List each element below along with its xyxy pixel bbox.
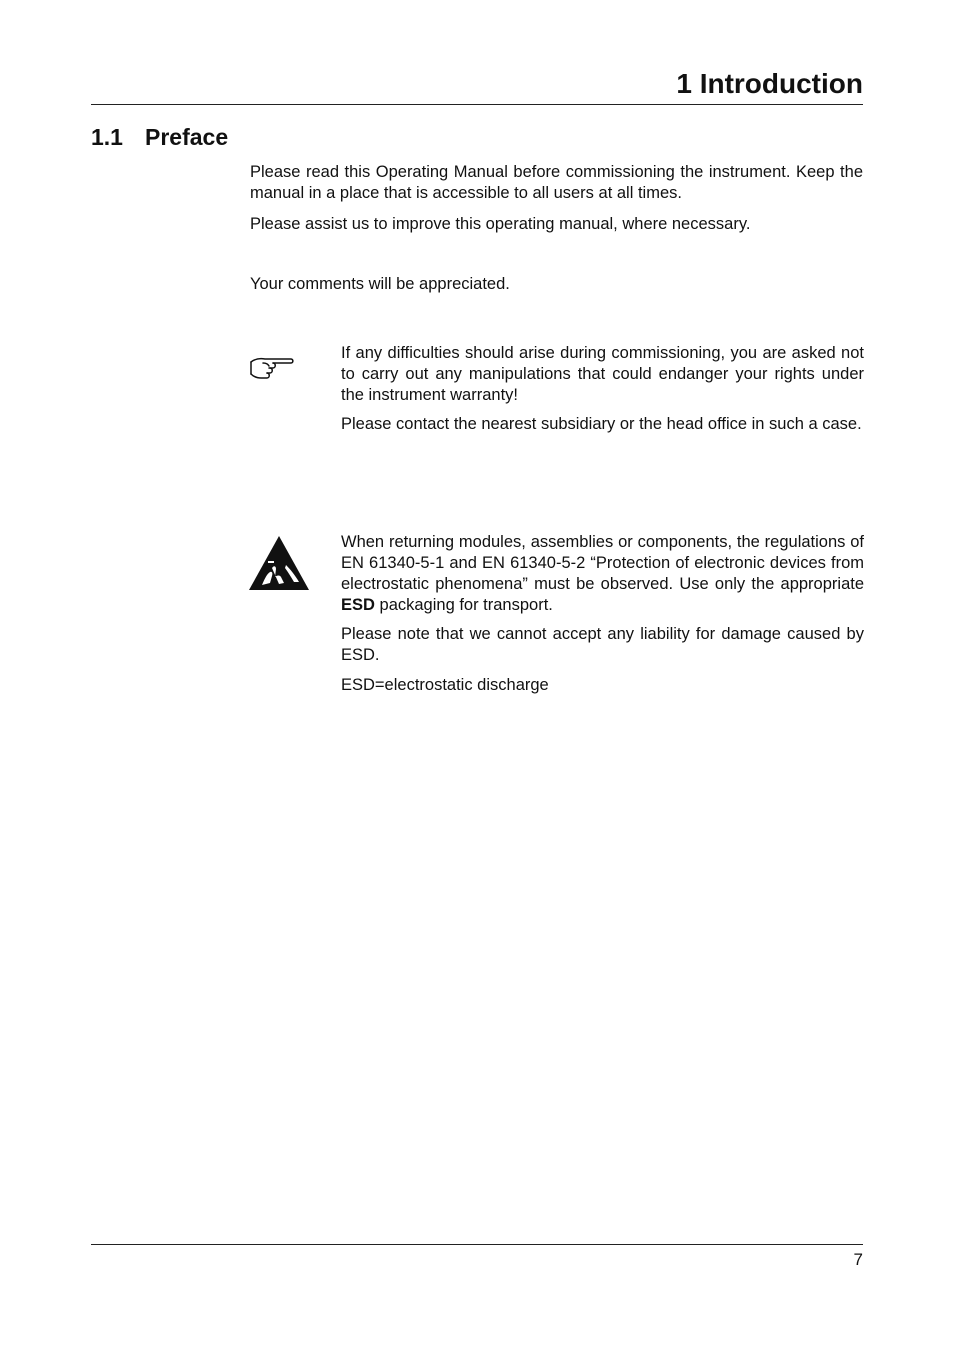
esd-text-tail: packaging for transport. [374,596,553,614]
footer-rule [91,1244,863,1245]
intro-paragraph-3: Your comments will be appreciated. [250,275,510,293]
chapter-title: 1 Introduction [676,68,863,99]
note-paragraph-2: Please contact the nearest subsidiary or the head office in such a case. [341,415,862,433]
header-rule [91,104,863,105]
esd-warning-icon [248,535,310,591]
esd-text-lead: When returning modules, assemblies or components, the regulations of EN 61340-5-1 and EN 61340-5-2 “Protection of electronic devices from electrostatic phenomena” must be observed. Use only the appropriate [341,533,864,593]
section-heading [91,120,228,154]
intro-paragraph-1: Please read this Operating Manual before commissioning the instrument. Keep the manual in a place that is accessible to all users at all times. [250,163,863,202]
section-number: 1.1 [91,124,123,150]
esd-paragraph-2: Please note that we cannot accept any liability for damage caused by ESD. [341,625,864,664]
esd-term: ESD [341,596,375,614]
section-title: Preface [145,124,229,150]
note-paragraph-1: If any difficulties should arise during commissioning, you are asked not to carry out any manipulations that could endanger your rights under the instrument warranty! [341,344,864,404]
esd-paragraph-1 [341,532,864,616]
intro-paragraph-2: Please assist us to improve this operating manual, where necessary. [250,215,751,233]
page-number: 7 [853,1250,863,1269]
esd-definition: ESD=electrostatic discharge [341,676,549,694]
pointing-hand-icon [249,354,295,384]
